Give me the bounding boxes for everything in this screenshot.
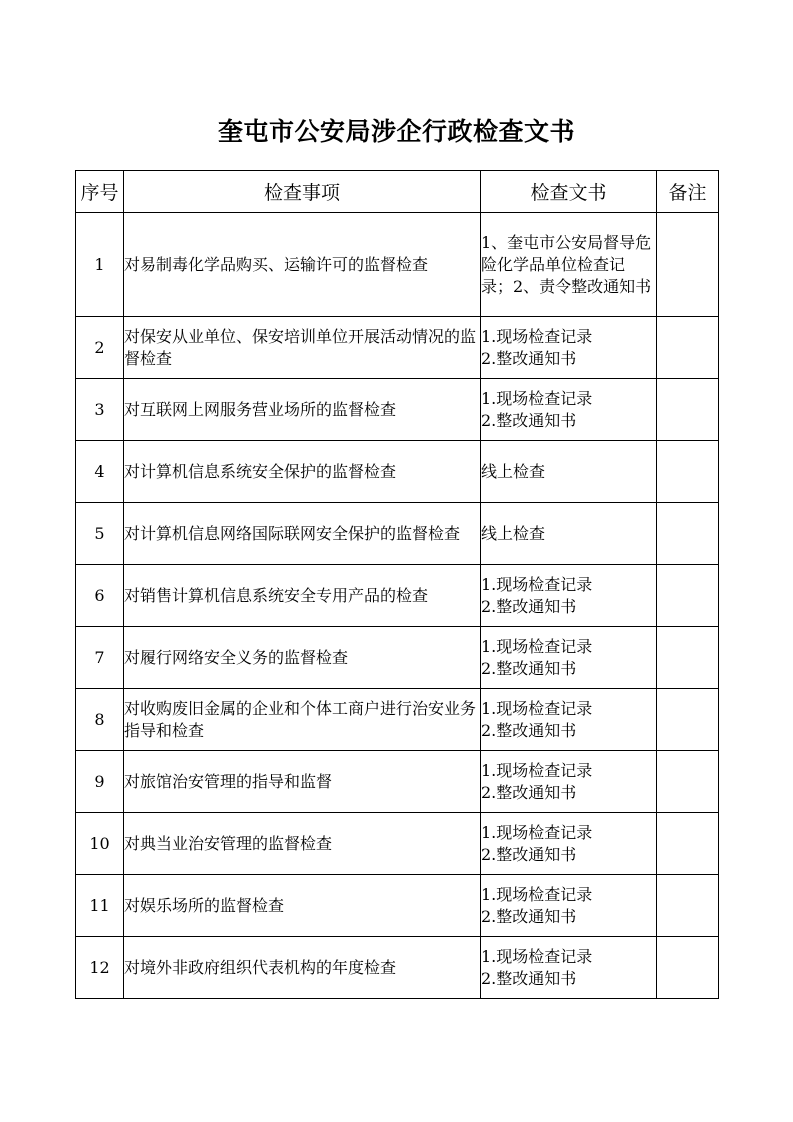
row-note [657,379,719,441]
table-row [76,751,719,813]
row-note [657,689,719,751]
row-item: 对境外非政府组织代表机构的年度检查 [124,937,481,999]
doc-line: 1.现场检查记录 [481,822,593,842]
row-note [657,317,719,379]
doc-line: 线上检查 [481,523,546,543]
table-header-row [76,171,719,213]
row-note [657,627,719,689]
doc-line: 1、奎屯市公安局督导危险化学品单位检查记录；2、责令整改通知书 [481,232,652,296]
doc-line: 1.现场检查记录 [481,760,593,780]
row-docs [481,379,657,441]
row-docs [481,627,657,689]
row-docs [481,317,657,379]
doc-line: 2.整改通知书 [481,844,577,864]
row-item: 对典当业治安管理的监督检查 [124,813,481,875]
table-row [76,813,719,875]
header-note: 备注 [657,171,719,213]
row-docs [481,689,657,751]
row-item: 对履行网络安全义务的监督检查 [124,627,481,689]
row-number: 6 [76,565,124,627]
row-number: 2 [76,317,124,379]
doc-line: 线上检查 [481,461,546,481]
header-no: 序号 [76,171,124,213]
row-note [657,565,719,627]
doc-line: 2.整改通知书 [481,968,577,988]
row-docs [481,213,657,317]
document-title: 奎屯市公安局涉企行政检查文书 [217,117,575,146]
doc-line: 1.现场检查记录 [481,574,593,594]
row-item: 对旅馆治安管理的指导和监督 [124,751,481,813]
doc-line: 2.整改通知书 [481,410,577,430]
row-number: 7 [76,627,124,689]
row-number: 5 [76,503,124,565]
row-item: 对易制毒化学品购买、运输许可的监督检查 [124,213,481,317]
row-note [657,503,719,565]
row-number: 10 [76,813,124,875]
doc-line: 1.现场检查记录 [481,946,593,966]
row-docs [481,875,657,937]
row-note [657,751,719,813]
row-item: 对销售计算机信息系统安全专用产品的检查 [124,565,481,627]
row-number: 12 [76,937,124,999]
row-number: 8 [76,689,124,751]
doc-line: 2.整改通知书 [481,906,577,926]
table-row [76,317,719,379]
header-doc: 检查文书 [481,171,657,213]
row-docs [481,751,657,813]
doc-line: 1.现场检查记录 [481,388,593,408]
row-docs [481,813,657,875]
row-number: 1 [76,213,124,317]
row-docs [481,565,657,627]
row-docs [481,441,657,503]
table-row [76,875,719,937]
table-row [76,937,719,999]
row-note [657,875,719,937]
row-item: 对娱乐场所的监督检查 [124,875,481,937]
row-docs [481,937,657,999]
row-item: 对计算机信息系统安全保护的监督检查 [124,441,481,503]
header-item: 检查事项 [124,171,481,213]
row-note [657,937,719,999]
row-note [657,441,719,503]
table-row [76,441,719,503]
doc-line: 2.整改通知书 [481,720,577,740]
table-row [76,213,719,317]
doc-line: 2.整改通知书 [481,596,577,616]
row-docs [481,503,657,565]
row-item: 对计算机信息网络国际联网安全保护的监督检查 [124,503,481,565]
doc-line: 2.整改通知书 [481,658,577,678]
table-row [76,503,719,565]
row-note [657,213,719,317]
table-row [76,627,719,689]
doc-line: 2.整改通知书 [481,782,577,802]
doc-line: 1.现场检查记录 [481,698,593,718]
table-row [76,565,719,627]
row-number: 9 [76,751,124,813]
row-number: 3 [76,379,124,441]
doc-line: 1.现场检查记录 [481,884,593,904]
doc-line: 1.现场检查记录 [481,636,593,656]
inspection-table [75,170,719,999]
row-item: 对保安从业单位、保安培训单位开展活动情况的监督检查 [124,317,481,379]
doc-line: 1.现场检查记录 [481,326,593,346]
row-item: 对收购废旧金属的企业和个体工商户进行治安业务指导和检查 [124,689,481,751]
table-row [76,379,719,441]
table-row [76,689,719,751]
row-number: 4 [76,441,124,503]
row-number: 11 [76,875,124,937]
row-note [657,813,719,875]
doc-line: 2.整改通知书 [481,348,577,368]
row-item: 对互联网上网服务营业场所的监督检查 [124,379,481,441]
